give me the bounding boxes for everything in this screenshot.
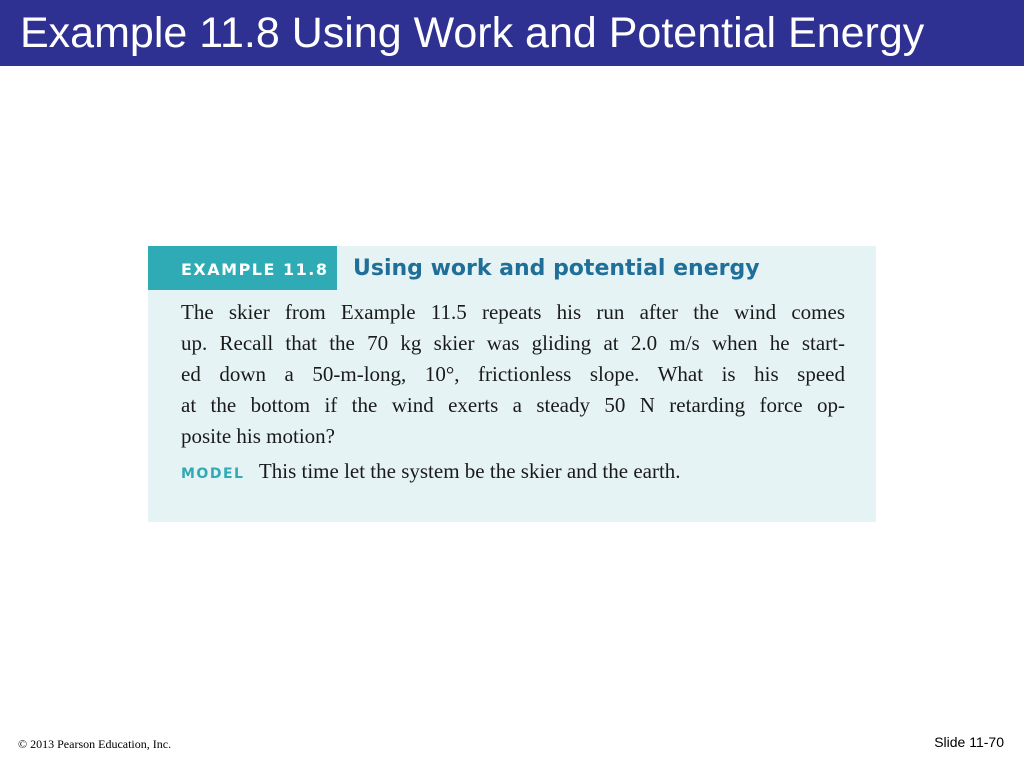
example-body-line: at the bottom if the wind exerts a steady 50 N retarding force op-	[181, 393, 845, 417]
example-tag-label: EXAMPLE 11.8	[181, 260, 329, 279]
example-tag	[148, 246, 337, 290]
example-box	[148, 246, 876, 522]
model-label: MODEL	[181, 466, 245, 482]
slide-title: Example 11.8 Using Work and Potential Energy	[20, 9, 925, 57]
example-body-line: ed down a 50-m-long, 10°, frictionless slope. What is his speed	[181, 362, 845, 386]
model-row	[181, 456, 681, 487]
example-body	[181, 297, 845, 452]
example-body-line: posite his motion?	[181, 424, 335, 448]
example-heading: Using work and potential energy	[353, 256, 760, 281]
copyright-notice: © 2013 Pearson Education, Inc.	[18, 737, 172, 751]
example-body-line: up. Recall that the 70 kg skier was gliding at 2.0 m/s when he start-	[181, 331, 845, 355]
slide-number: Slide 11-70	[934, 734, 1004, 750]
example-body-line: The skier from Example 11.5 repeats his run after the wind comes	[181, 300, 845, 324]
title-bar	[0, 0, 1024, 66]
model-text: This time let the system be the skier and the earth.	[258, 459, 681, 483]
